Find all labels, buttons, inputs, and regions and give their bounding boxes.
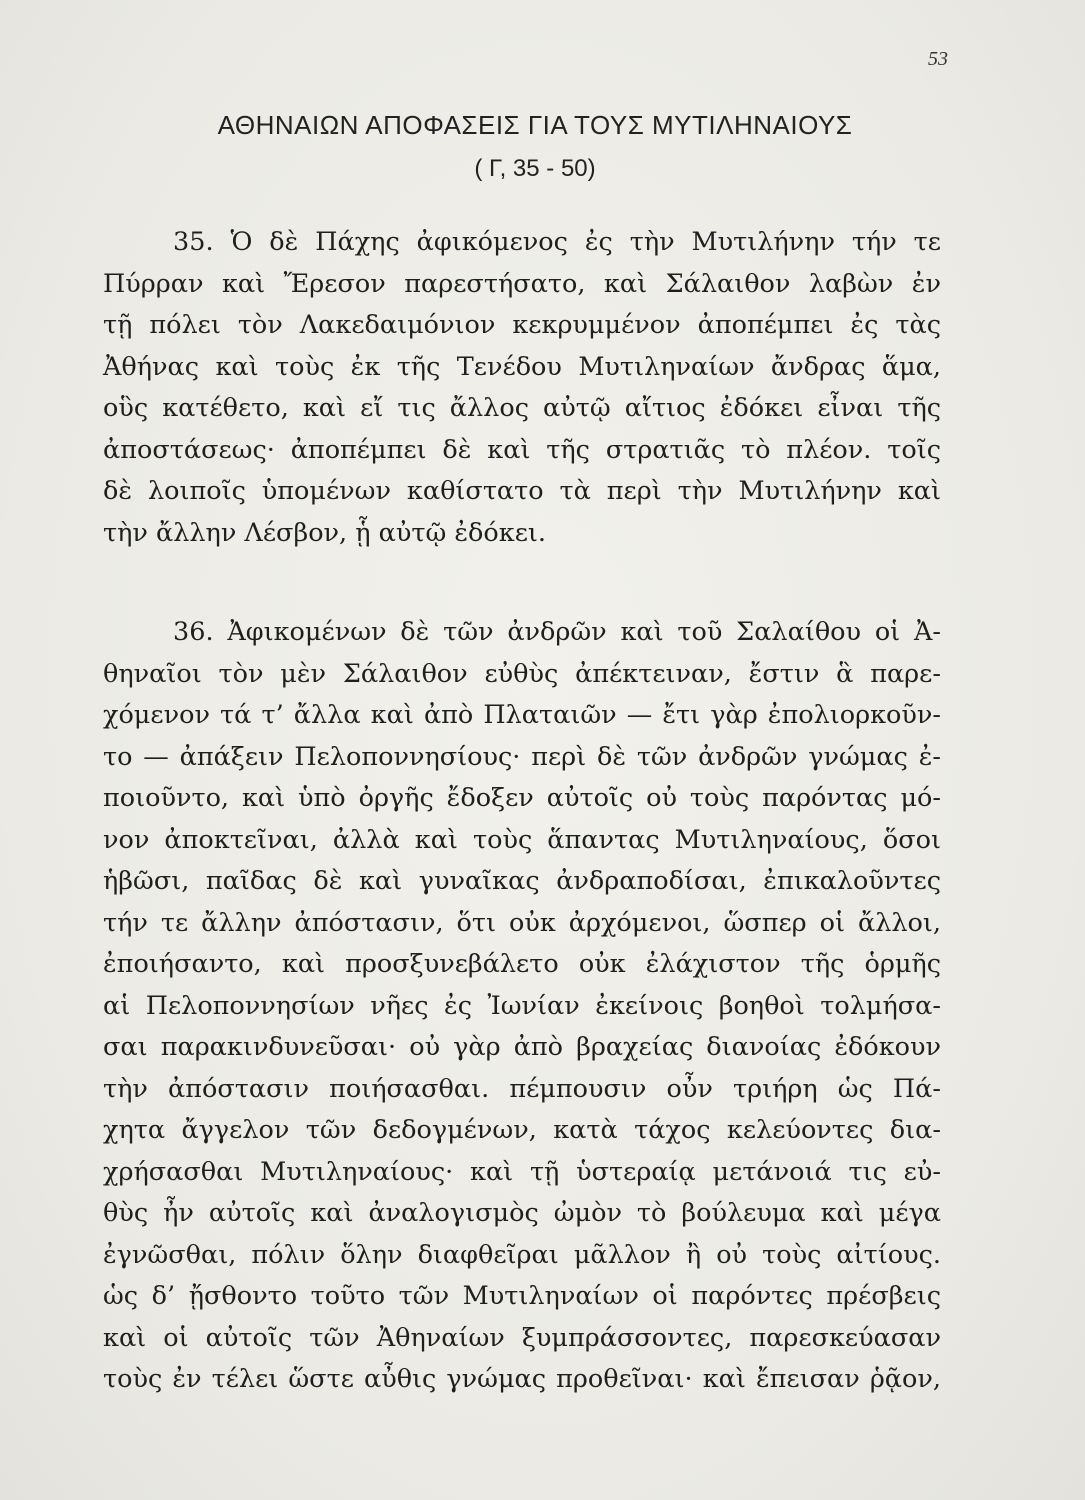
text-line: Ἀθήνας καὶ τοὺς ἐκ τῆς Τενέδου Μυτιληναίων ἄνδρας ἅμα, [103, 351, 941, 382]
text-line: ἀποστάσεως· ἀποπέμπει δὲ καὶ τῆς στρατιᾶς τὸ πλέον. τοῖς [103, 434, 941, 465]
paragraph-36 [103, 612, 941, 1401]
text-line: αἱ Πελοποννησίων νῆες ἐς Ἰωνίαν ἐκείνοις βοηθοὶ τολμήσα- [103, 990, 941, 1021]
text-line: χητα ἄγγελον τῶν δεδογμένων, κατὰ τάχος κελεύοντες δια- [103, 1115, 941, 1145]
text-line: το — ἀπάξειν Πελοποννησίους· περὶ δὲ τῶν ἀνδρῶν γνώμας ἐ- [103, 741, 941, 772]
text-line: τῇ πόλει τὸν Λακεδαιμόνιον κεκρυμμένον ἀποπέμπει ἐς τὰς [103, 310, 941, 340]
page-subheading: ( Γ, 35 - 50) [474, 155, 596, 182]
text-line: ἡβῶσι, παῖδας δὲ καὶ γυναῖκας ἀνδραποδίσαι, ἐπικαλοῦντες [103, 866, 941, 896]
text-line: 36. Ἀφικομένων δὲ τῶν ἀνδρῶν καὶ τοῦ Σαλαίθου οἱ Ἀ- [173, 617, 941, 647]
text-line: χόμενον τά τ’ ἄλλα καὶ ἀπὸ Πλαταιῶν — ἔτι γὰρ ἐπολιορκοῦν- [103, 700, 941, 730]
text-line: ποιοῦντο, καὶ ὑπὸ ὀργῆς ἔδοξεν αὐτοῖς οὐ τοὺς παρόντας μό- [103, 783, 941, 813]
text-line: Πύρραν καὶ Ἔρεσον παρεστήσατο, καὶ Σάλαιθον λαβὼν ἐν [103, 268, 941, 299]
text-line: θὺς ἦν αὐτοῖς καὶ ἀναλογισμὸς ὠμὸν τὸ βούλευμα καὶ μέγα [103, 1198, 941, 1228]
page-heading: ΑΘΗΝΑΙΩΝ ΑΠΟΦΑΣΕΙΣ ΓΙΑ ΤΟΥΣ ΜΥΤΙΛΗΝΑΙΟΥΣ [217, 110, 853, 140]
text-line: ἐποιήσαντο, καὶ προσξυνεβάλετο οὐκ ἐλάχιστον τῆς ὁρμῆς [103, 949, 941, 979]
text-line: τήν τε ἄλλην ἀπόστασιν, ὅτι οὐκ ἀρχόμενοι, ὥσπερ οἱ ἄλλοι, [103, 907, 941, 938]
text-line: ὡς δ’ ᾔσθοντο τοῦτο τῶν Μυτιληναίων οἱ παρόντες πρέσβεις [103, 1281, 941, 1311]
text-line: θηναῖοι τὸν μὲν Σάλαιθον εὐθὺς ἀπέκτειναν, ἔστιν ἃ παρε- [103, 658, 941, 689]
text-line: χρήσασθαι Μυτιληναίους· καὶ τῇ ὑστεραίᾳ μετάνοιά τις εὐ- [103, 1156, 941, 1187]
page-number: 53 [928, 48, 948, 70]
text-line: τοὺς ἐν τέλει ὥστε αὖθις γνώμας προθεῖναι· καὶ ἔπεισαν ῥᾷον, [103, 1364, 941, 1394]
text-line: καὶ οἱ αὐτοῖς τῶν Ἀθηναίων ξυμπράσσοντες, παρεσκεύασαν [103, 1322, 941, 1353]
text-line: σαι παρακινδυνεῦσαι· οὐ γὰρ ἀπὸ βραχείας διανοίας ἐδόκουν [103, 1032, 941, 1062]
text-line: νον ἀποκτεῖναι, ἀλλὰ καὶ τοὺς ἅπαντας Μυτιληναίους, ὅσοι [103, 824, 941, 855]
text-line: δὲ λοιποῖς ὑπομένων καθίστατο τὰ περὶ τὴν Μυτιλήνην καὶ [103, 476, 941, 506]
paragraph-35 [103, 222, 941, 554]
text-line: 35. Ὁ δὲ Πάχης ἀφικόμενος ἐς τὴν Μυτιλήνην τήν τε [173, 227, 941, 257]
text-line: ἐγνῶσθαι, πόλιν ὅλην διαφθεῖραι μᾶλλον ἢ οὐ τοὺς αἰτίους. [103, 1239, 941, 1270]
text-line: τὴν ἄλλην Λέσβον, ᾗ αὐτῷ ἐδόκει. [103, 517, 547, 548]
text-line: τὴν ἀπόστασιν ποιήσασθαι. πέμπουσιν οὖν τριήρη ὡς Πά- [103, 1073, 941, 1104]
text-line: οὓς κατέθετο, καὶ εἴ τις ἄλλος αὐτῷ αἴτιος ἐδόκει εἶναι τῆς [103, 393, 941, 423]
